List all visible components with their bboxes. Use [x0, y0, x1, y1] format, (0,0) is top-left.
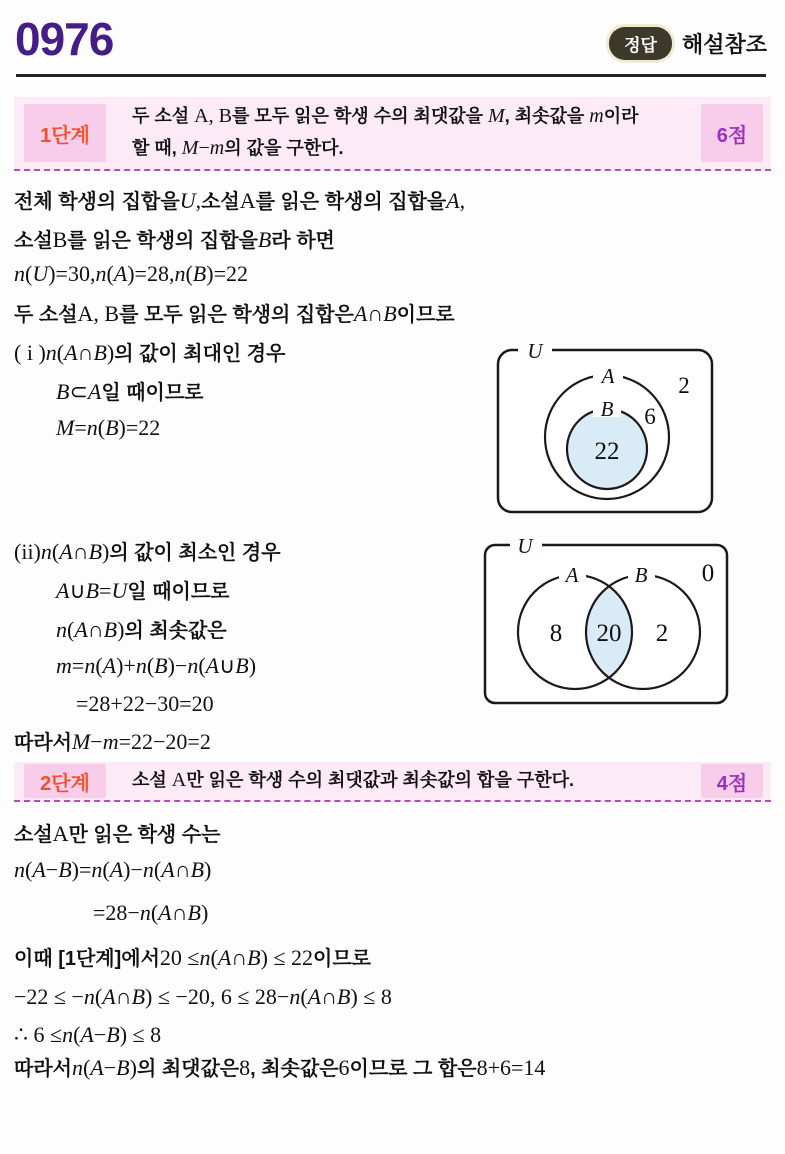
venn1-ring-value: 6: [644, 404, 656, 429]
step1-points-badge: 6점: [701, 104, 763, 162]
step1-desc-line1: 두 소설 A, B를 모두 읽은 학생 수의 최댓값을 M, 최솟값을 m이라: [132, 105, 639, 127]
header-divider: [16, 74, 766, 77]
step2-points-badge: 4점: [701, 764, 763, 798]
step1-description: [106, 101, 701, 165]
solution-line: n ( A ∩ B ) 의 최솟값은: [56, 617, 227, 642]
answer-text: 해설참조: [681, 32, 767, 57]
solution-line: −22 ≤ − n ( A ∩ B ) ≤ −20, 6 ≤ 28− n ( A ∩ B ) ≤ 8: [14, 984, 392, 1009]
solution-line: m = n ( A )+ n ( B )− n ( A ∪ B ): [56, 653, 257, 678]
venn2-set-b-label: B: [634, 563, 648, 587]
venn2-set-a-label: A: [565, 563, 579, 587]
solution-line: ( i ) n ( A ∩ B ) 의 값이 최대인 경우: [14, 340, 286, 365]
solution-line: B ⊂ A 일 때이므로: [56, 379, 204, 404]
step2-desc-line1: 소설 A만 읽은 학생 수의 최댓값과 최솟값의 합을 구한다.: [132, 769, 575, 791]
venn1-universe-label: U: [527, 339, 543, 363]
solution-line: 전체 학생의 집합을 U , 소설 A 를 읽은 학생의 집합을 A ,: [14, 188, 466, 213]
solution-line: 따라서 M − m =22−20=2: [14, 729, 211, 754]
solution-line: n ( U )=30, n ( A )=28, n ( B )=22: [14, 261, 248, 286]
venn2-intersection-value: 20: [596, 620, 622, 647]
venn2-a-only-value: 8: [549, 620, 563, 647]
venn1-set-a-label: A: [601, 364, 615, 388]
venn2-universe-label: U: [517, 535, 533, 558]
solution-line: M = n ( B )=22: [56, 415, 161, 440]
problem-number: 0976: [15, 13, 114, 65]
step2-label: 2단계: [24, 764, 106, 798]
solution-line: =28+22−30=20: [76, 691, 214, 716]
venn2-outside-value: 0: [701, 560, 715, 587]
solution-line: 이때 [1단계]에서 20 ≤ n ( A ∩ B ) ≤ 22 이므로: [14, 945, 371, 970]
solution-line: 소설 B 를 읽은 학생의 집합을 B 라 하면: [14, 227, 335, 252]
solution-line: A ∪ B = U 일 때이므로: [56, 578, 230, 603]
venn1-outside-value: 2: [678, 373, 690, 398]
venn2-b-only-value: 2: [655, 620, 669, 647]
solution-line: 두 소설 A, B 를 모두 읽은 학생의 집합은 A ∩ B 이므로: [14, 301, 455, 326]
solution-line: (ii) n ( A ∩ B ) 의 값이 최소인 경우: [14, 539, 281, 564]
venn-diagram-overlap: [478, 535, 734, 713]
solution-line: ∴ 6 ≤ n ( A − B ) ≤ 8: [14, 1022, 162, 1047]
solution-line: 따라서 n ( A − B ) 의 최댓값은 8 , 최솟값은 6 이므로 그 합은 8+6=14: [14, 1055, 546, 1080]
step1-desc-line2: 할 때, M−m의 값을 구한다.: [132, 137, 344, 159]
venn1-intersection-value: 22: [594, 438, 620, 465]
answer-badge: 정답: [609, 27, 672, 60]
solution-line: n ( A − B )= n ( A )− n ( A ∩ B ): [14, 857, 212, 882]
venn1-set-b-label: B: [600, 397, 614, 421]
solution-line: =28− n ( A ∩ B ): [93, 900, 209, 925]
step2-description: [106, 765, 701, 797]
answer-group: [609, 27, 767, 60]
venn-diagram-subset: [490, 338, 720, 518]
step2-banner: [14, 762, 771, 802]
step1-banner: [14, 97, 771, 171]
solution-line: 소설 A 만 읽은 학생 수는: [14, 821, 221, 846]
step1-label: 1단계: [24, 104, 106, 162]
